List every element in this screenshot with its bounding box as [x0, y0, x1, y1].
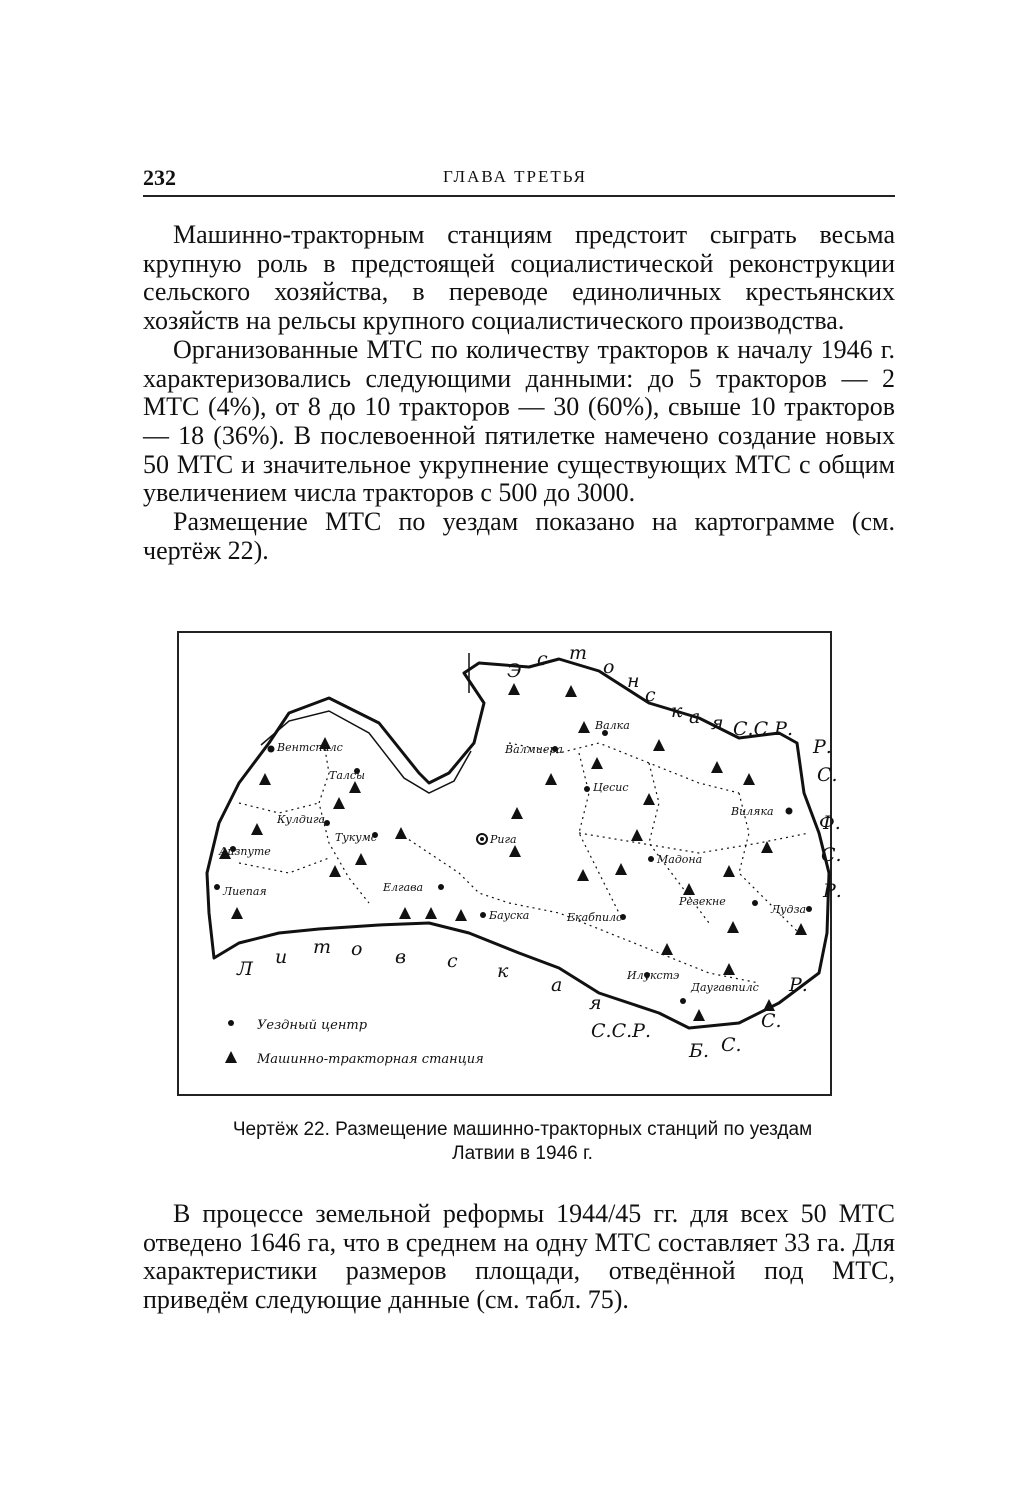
mts-triangle — [631, 829, 643, 841]
border-label: о — [603, 656, 615, 678]
border-label: с — [447, 950, 458, 972]
mts-triangle — [683, 883, 695, 895]
caption-line: Чертёж 22. Размещение машинно-тракторных станций по уездам — [232, 1119, 813, 1140]
town-label: Резекне — [679, 895, 726, 908]
mts-triangle — [251, 823, 263, 835]
county-centre-dot — [268, 746, 275, 753]
page-number: 232 — [143, 165, 176, 190]
legend-triangle-symbol — [225, 1051, 237, 1063]
border-label: Р. — [789, 974, 808, 996]
town-label: Даугавпилс — [691, 981, 759, 994]
town-label: Виляка — [731, 805, 774, 818]
border-label: с — [537, 648, 548, 670]
town-label: Цесис — [593, 781, 629, 794]
mts-triangle — [511, 807, 523, 819]
mts-triangle — [349, 781, 361, 793]
county-centre-dot — [786, 808, 793, 815]
mts-triangle — [259, 773, 271, 785]
latvia-border — [207, 659, 829, 1028]
town-label: Екабпилс — [567, 911, 623, 924]
mts-triangle — [329, 865, 341, 877]
mts-triangle — [578, 721, 590, 733]
town-label: Бауска — [489, 909, 530, 922]
legend-dot-symbol — [228, 1020, 234, 1026]
border-label: Л — [237, 958, 253, 980]
mts-triangle — [455, 909, 467, 921]
capital-marker-dot — [480, 837, 484, 841]
town-label: Тукумс — [335, 831, 377, 844]
mts-triangle — [711, 761, 723, 773]
border-label: С. — [817, 764, 838, 786]
county-centre-dot — [648, 856, 654, 862]
body-text-top — [143, 221, 895, 565]
county-centre-dot — [680, 998, 686, 1004]
border-label: С. — [721, 1034, 742, 1056]
mts-triangle — [723, 963, 735, 975]
border-label: к — [497, 960, 509, 982]
paragraph: Организованные МТС по количеству тракторов к началу 1946 г. характеризовались следующими данными: до 5 тракторов — 2 МТС (4%), от 8 до 10 тракторов — 30 (60%), свыше 10 тракторов — 18 (36%). В послевоенной пятилетке намечено создание новых 50 МТС и значительное укрупнение существующих МТС с общим увеличением числа тракторов с 500 до 3000. — [143, 334, 895, 508]
mts-triangle — [231, 907, 243, 919]
county-centre-dot — [438, 884, 444, 890]
town-label: Лиепая — [223, 885, 267, 898]
town-label: Валмиера — [505, 743, 563, 756]
header-rule — [143, 195, 895, 197]
border-label: я — [711, 712, 724, 734]
county-centre-dot — [752, 900, 758, 906]
town-label: Илукстэ — [627, 969, 680, 982]
mts-triangle — [508, 683, 520, 695]
paragraph: В процессе земельной реформы 1944/45 гг. для всех 50 МТС отведено 1646 га, что в среднем на одну МТС составляет 33 га. Для характеристики размеров площади, отведённой под МТС, приведём следующие данные (см. табл. 75). — [143, 1199, 895, 1315]
mts-triangle — [693, 1009, 705, 1021]
border-label: Р. — [823, 880, 842, 902]
mts-triangle — [653, 739, 665, 751]
border-label: Р. — [813, 736, 832, 758]
mts-triangle — [615, 863, 627, 875]
mts-triangle — [355, 853, 367, 865]
county-centre-dot — [480, 912, 486, 918]
legend-label-mts: Машинно-тракторная станция — [257, 1052, 484, 1067]
county-centre-dot — [584, 786, 590, 792]
border-label: Ф. — [819, 812, 841, 834]
town-label: Валка — [595, 719, 630, 732]
border-label: н — [627, 670, 640, 692]
figure-caption — [150, 1118, 895, 1166]
county-centre-dot — [806, 906, 812, 912]
town-label: Елгава — [383, 881, 424, 894]
caption-line: Латвии в 1946 г. — [452, 1143, 593, 1164]
mts-triangle — [577, 869, 589, 881]
border-label: С.С.Р. — [591, 1020, 651, 1042]
mts-triangle — [395, 827, 407, 839]
map-legend — [225, 1018, 484, 1067]
legend-label-county-centre: Уездный центр — [257, 1018, 368, 1033]
border-label: в — [395, 946, 407, 968]
border-label: о — [351, 938, 363, 960]
town-label: Лудза — [771, 903, 807, 916]
town-label: Талсы — [329, 769, 366, 782]
mts-triangle — [591, 757, 603, 769]
paragraph: Размещение МТС по уездам показано на картограмме (см. чертёж 22). — [143, 507, 895, 565]
border-label: Э — [507, 660, 522, 682]
county-centre-dot — [214, 884, 220, 890]
border-label: С.С.Р. — [733, 718, 793, 740]
border-label: т — [313, 936, 332, 958]
mts-triangle — [723, 865, 735, 877]
mts-triangle — [545, 773, 557, 785]
capital-label: Рига — [490, 833, 517, 846]
town-label: Айзпуте — [219, 845, 271, 858]
latvia-map — [179, 633, 842, 1094]
border-label: а — [551, 974, 563, 996]
mts-triangle — [509, 845, 521, 857]
mts-triangle — [565, 685, 577, 697]
running-title: ГЛАВА ТРЕТЬЯ — [443, 167, 587, 186]
paragraph: Машинно-тракторным станциям предстоит сыграть весьма крупную роль в предстоящей социалистической реконструкции сельского хозяйства, в переводе единоличных крестьянских хозяйств на рельсы крупного социалистического производства. — [143, 220, 895, 336]
border-label: я — [589, 992, 602, 1014]
figure-map-frame — [177, 631, 842, 1096]
town-label: Вентспилс — [277, 741, 343, 754]
mts-triangle — [743, 773, 755, 785]
mts-triangle — [333, 797, 345, 809]
border-label: с — [645, 684, 656, 706]
mts-triangle — [661, 943, 673, 955]
page-header — [143, 165, 895, 195]
mts-triangle — [727, 921, 739, 933]
mts-triangle — [425, 907, 437, 919]
border-label: а — [689, 706, 701, 728]
mts-triangle — [399, 907, 411, 919]
border-label: т — [569, 642, 588, 664]
mts-triangle — [643, 793, 655, 805]
mts-triangle — [795, 923, 807, 935]
body-text-bottom — [143, 1200, 895, 1315]
border-label: и — [275, 946, 288, 968]
town-label: Кулдига — [277, 813, 326, 826]
border-label: С. — [761, 1010, 782, 1032]
border-label: к — [671, 700, 683, 722]
town-label: Мадона — [657, 853, 703, 866]
border-label: С. — [821, 844, 842, 866]
border-label: Б. — [689, 1040, 710, 1062]
